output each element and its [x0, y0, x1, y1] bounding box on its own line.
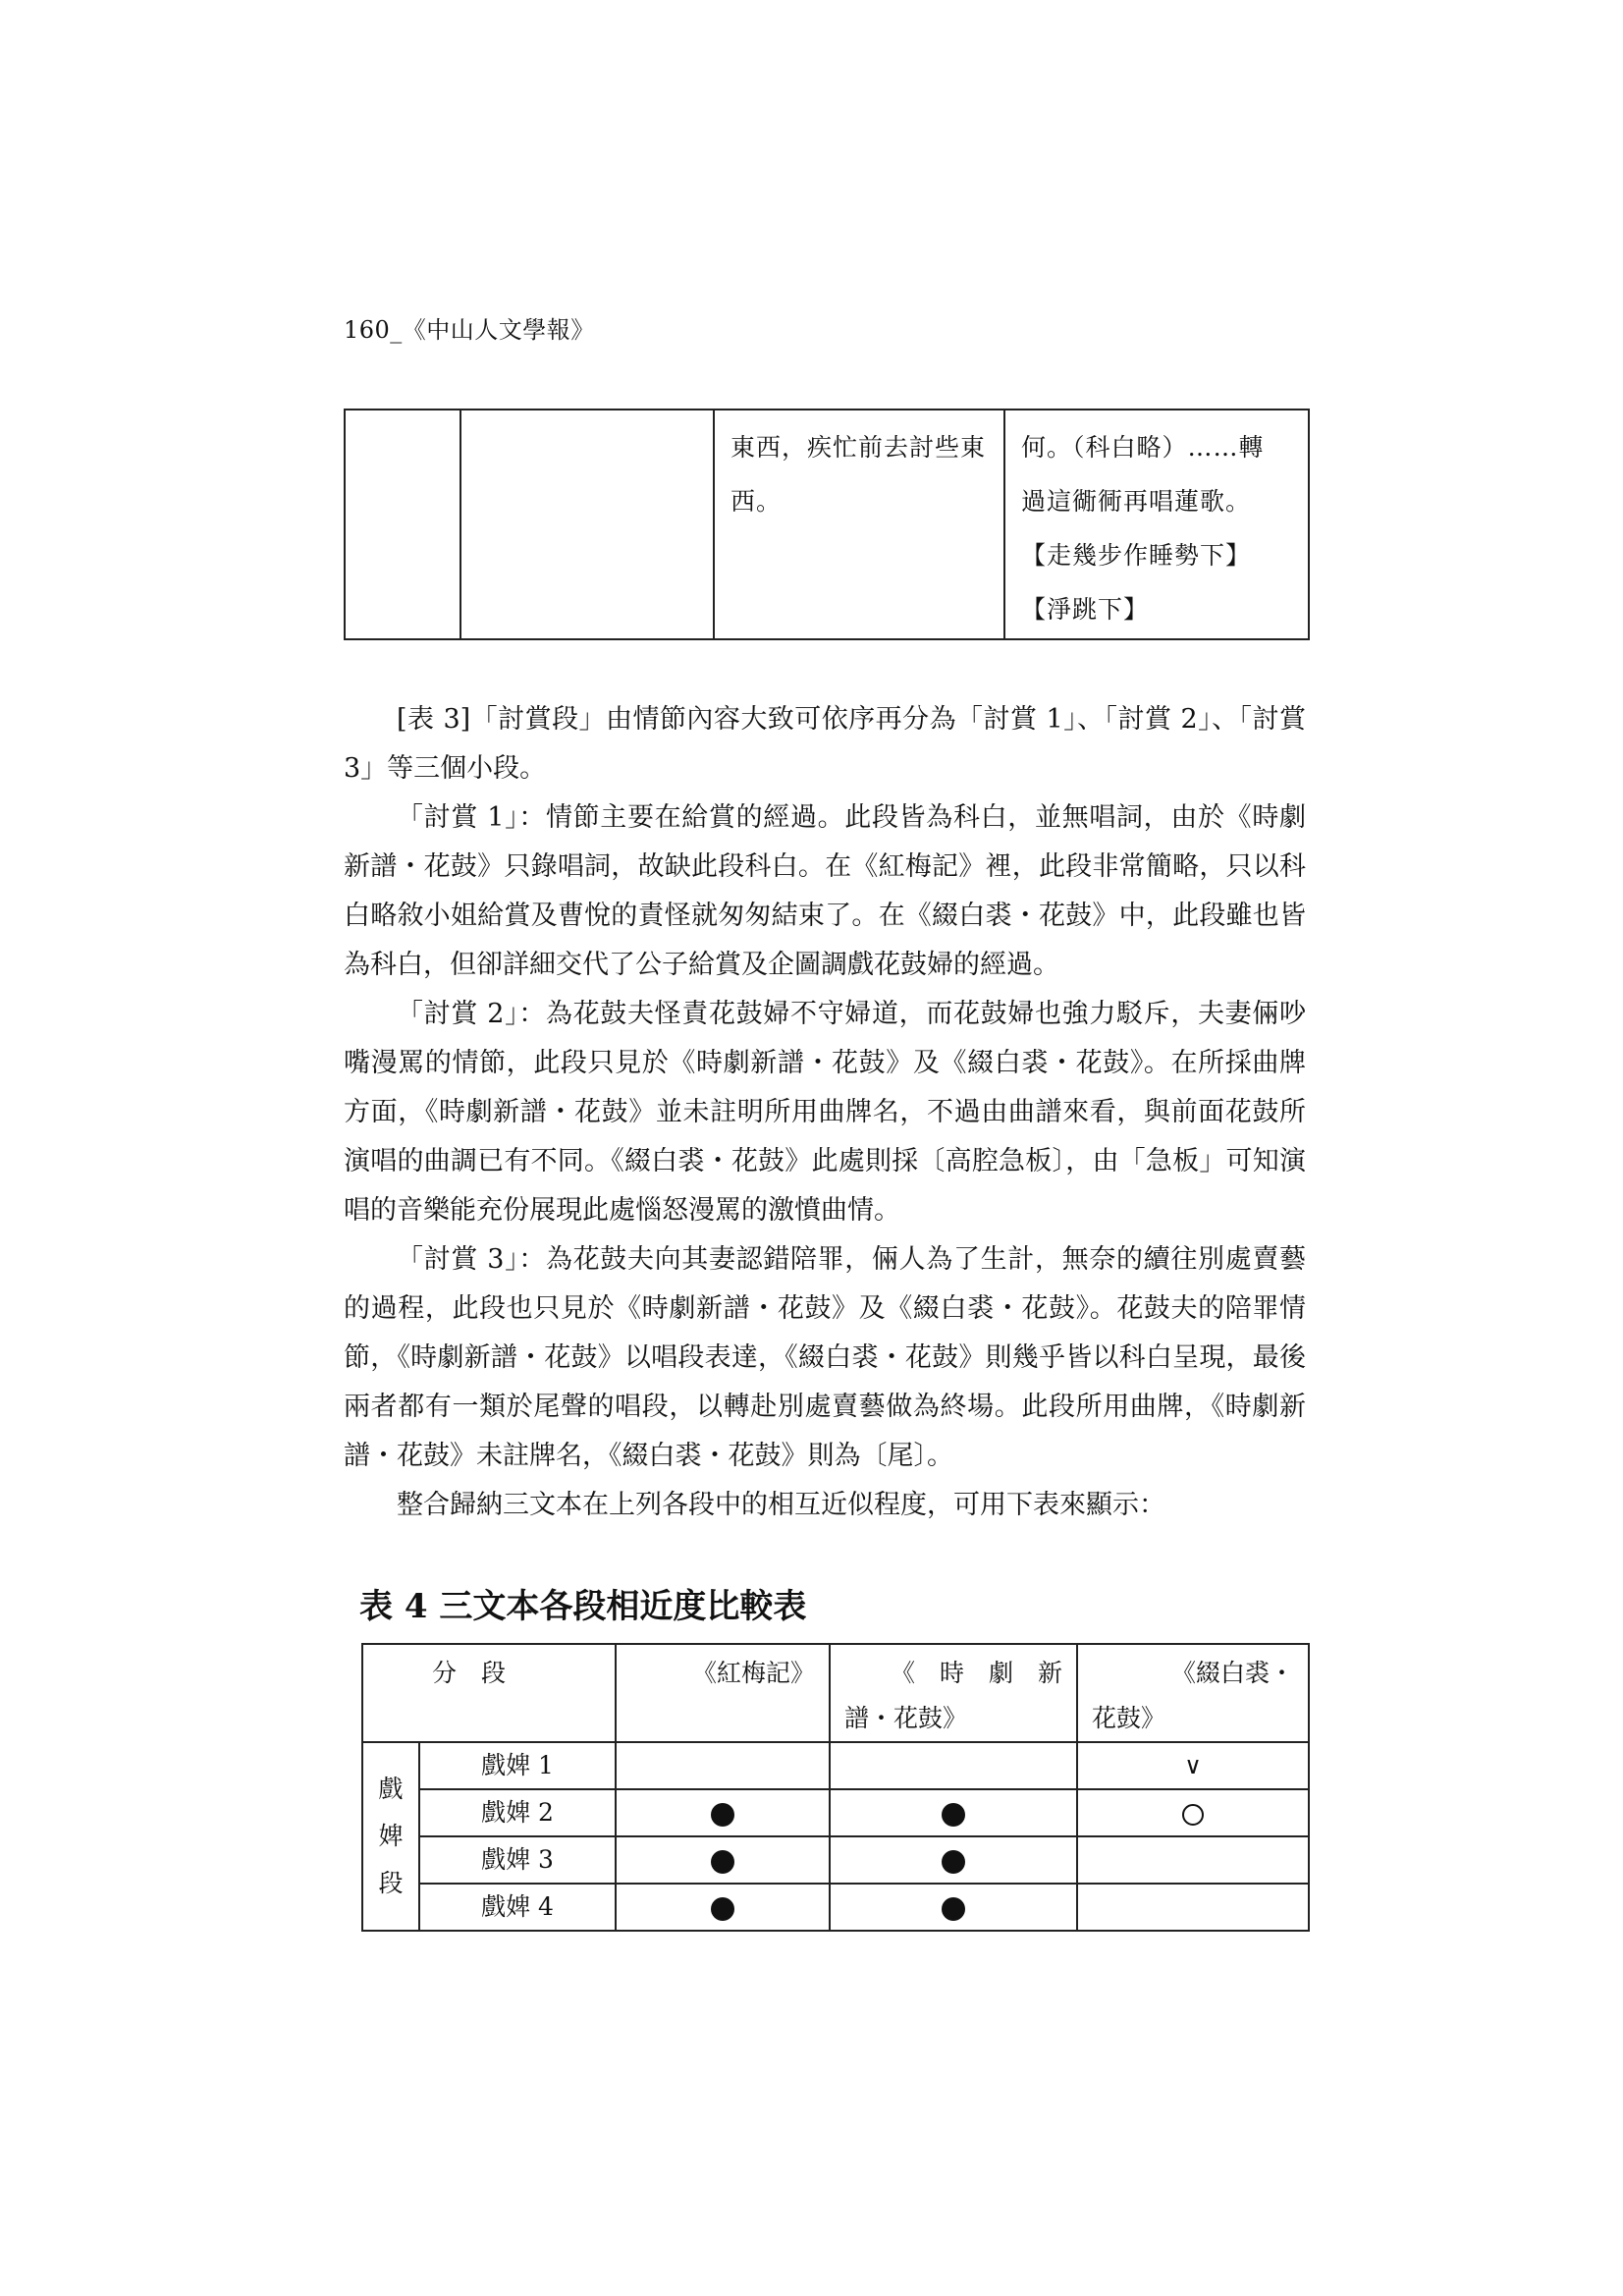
paragraph: 「討賞 2」：為花鼓夫怪責花鼓婦不守婦道，而花鼓婦也強力駁斥，夫妻倆吵嘴漫罵的情節，此段只見於《時劇新譜・花鼓》及《綴白裘・花鼓》。在所採曲牌方面，《時劇新譜・花鼓》並未註明所用曲牌名，不過由曲譜來看，與前面花鼓所演唱的曲調已有不同。《綴白裘・花鼓》此處則採〔高腔急板〕，由「急板」可知演唱的音樂能充份展現此處惱怒漫罵的激憤曲情。	[344, 999, 1306, 1226]
mark-cell	[616, 1884, 830, 1931]
row-label: 戲婢 2	[419, 1789, 616, 1836]
paragraph: 整合歸納三文本在上列各段中的相互近似程度，可用下表來顯示：	[397, 1490, 1165, 1520]
row-label: 戲婢 1	[419, 1742, 616, 1789]
paragraph: [表 3]「討賞段」由情節內容大致可依序再分為「討賞 1」、「討賞 2」、「討賞 3」等三個小段。	[344, 704, 1306, 784]
filled-circle-mark	[711, 1803, 734, 1827]
filled-circle-mark	[711, 1897, 734, 1921]
continuation-table	[344, 409, 1310, 640]
check-mark: ∨	[1184, 1752, 1202, 1779]
cell-dialogue-2: 何。（科白略）……轉 過這衚衕再唱蓮歌。 【走幾步作睡勢下】 【淨跳下】	[1004, 410, 1309, 639]
mark-cell	[830, 1742, 1077, 1789]
mark-cell	[1077, 1742, 1309, 1789]
paragraph: 「討賞 3」：為花鼓夫向其妻認錯陪罪，倆人為了生計，無奈的續往別處賣藝的過程，此段也只見於《時劇新譜・花鼓》及《綴白裘・花鼓》。花鼓夫的陪罪情節，《時劇新譜・花鼓》以唱段表達，《綴白裘・花鼓》則幾乎皆以科白呈現，最後兩者都有一類於尾聲的唱段，以轉赴別處賣藝做為終場。此段所用曲牌，《時劇新譜・花鼓》未註牌名，《綴白裘・花鼓》則為〔尾〕。	[344, 1244, 1306, 1471]
header-zhuibaiqiu: 《綴白裘・ 花鼓》	[1077, 1644, 1309, 1742]
empty-cell-1	[345, 410, 460, 639]
paragraph: 「討賞 1」：情節主要在給賞的經過。此段皆為科白，並無唱詞，由於《時劇新譜・花鼓》只錄唱詞，故缺此段科白。在《紅梅記》裡，此段非常簡略，只以科白略敘小姐給賞及曹悅的責怪就匆匆結束了。在《綴白裘・花鼓》中，此段雖也皆為科白，但卻詳細交代了公子給賞及企圖調戲花鼓婦的經過。	[344, 802, 1306, 980]
comparison-table	[361, 1643, 1310, 1932]
mark-cell	[830, 1884, 1077, 1931]
filled-circle-mark	[942, 1897, 965, 1921]
empty-cell-2	[460, 410, 714, 639]
mark-cell	[1077, 1884, 1309, 1931]
mark-cell	[1077, 1789, 1309, 1836]
filled-circle-mark	[711, 1850, 734, 1874]
cell-dialogue-1: 東西，疾忙前去討些東 西。	[714, 410, 1004, 639]
row-label: 戲婢 3	[419, 1836, 616, 1884]
mark-cell	[616, 1789, 830, 1836]
group-label: 戲 婢 段	[362, 1742, 419, 1931]
mark-cell	[1077, 1836, 1309, 1884]
mark-cell	[830, 1789, 1077, 1836]
row-label: 戲婢 4	[419, 1884, 616, 1931]
mark-cell	[830, 1836, 1077, 1884]
running-head: 160_《中山人文學報》	[344, 316, 595, 344]
filled-circle-mark	[942, 1850, 965, 1874]
header-hongmeiji: 《紅梅記》	[616, 1644, 830, 1742]
header-segment: 分 段	[362, 1644, 616, 1742]
filled-circle-mark	[942, 1803, 965, 1827]
table-title: 表 4 三文本各段相近度比較表	[359, 1587, 807, 1626]
mark-cell	[616, 1836, 830, 1884]
open-circle-mark	[1182, 1804, 1204, 1826]
mark-cell	[616, 1742, 830, 1789]
header-shiju: 《 時 劇 新 譜・花鼓》	[830, 1644, 1077, 1742]
body-text	[344, 695, 1306, 1530]
